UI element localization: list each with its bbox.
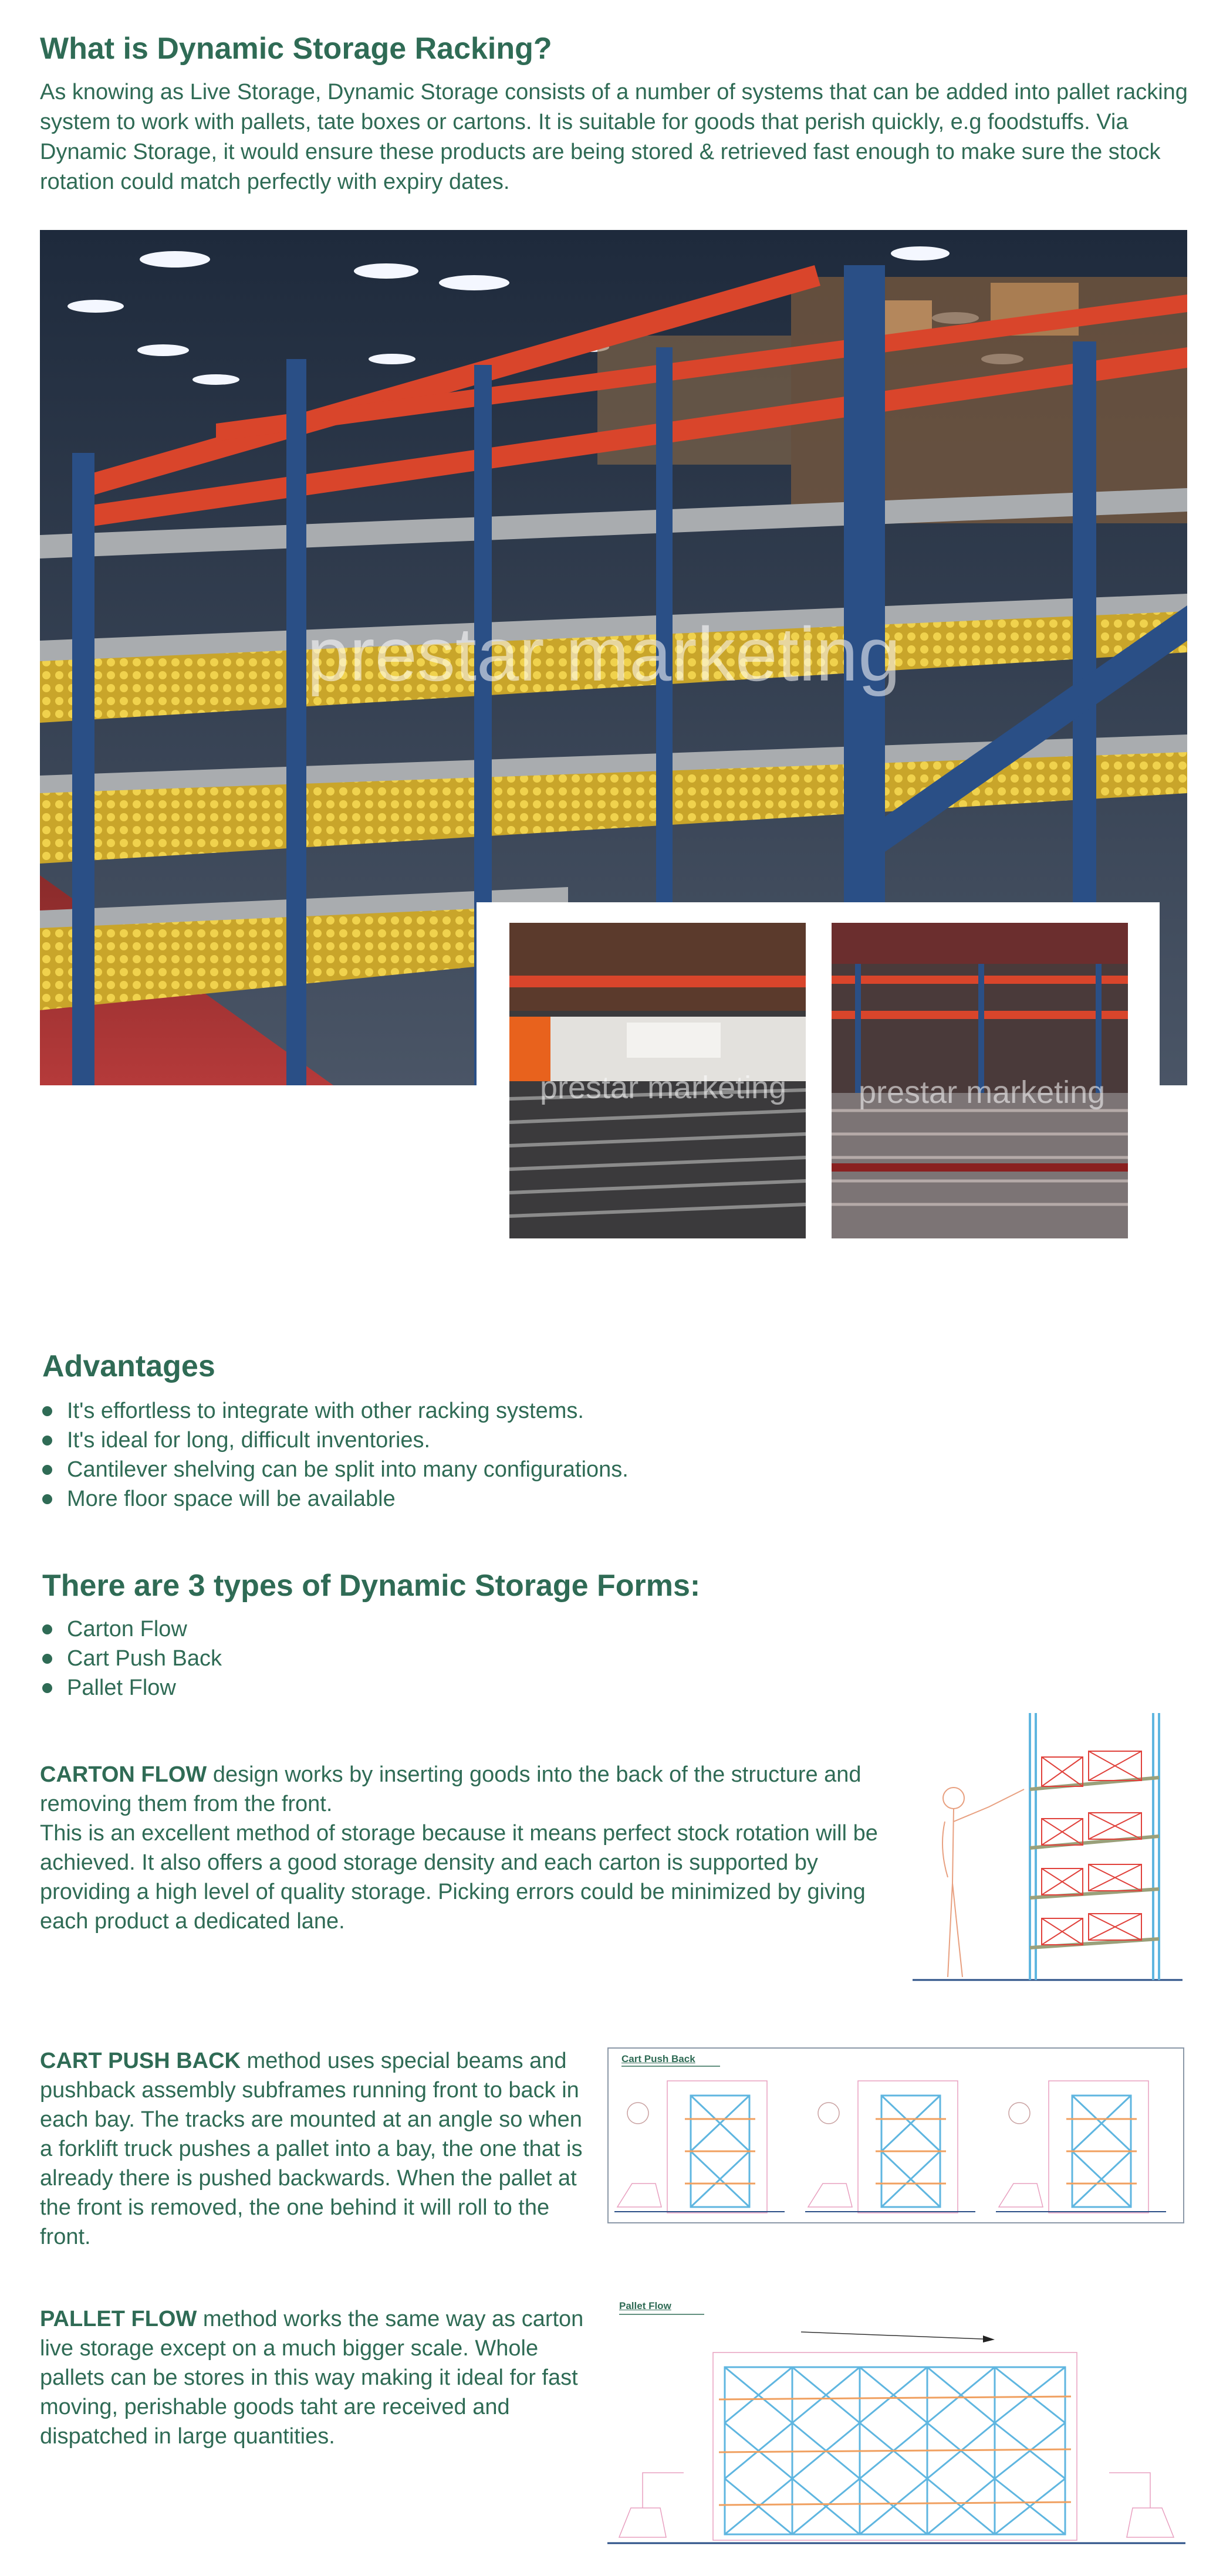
page-title: What is Dynamic Storage Racking? bbox=[40, 32, 552, 66]
list-item: Cart Push Back bbox=[41, 1644, 222, 1673]
types-list bbox=[41, 1614, 222, 1702]
pallet-flow-diagram-label: Pallet Flow bbox=[619, 2300, 671, 2311]
advantages-list bbox=[41, 1396, 629, 1514]
list-item: Pallet Flow bbox=[41, 1673, 222, 1702]
advantages-heading: Advantages bbox=[42, 1349, 215, 1383]
pallet-flow-title: PALLET FLOW bbox=[40, 2307, 197, 2331]
cart-push-back-description: CART PUSH BACK method uses special beams and pushback assembly subframes running front to back in each bay. The tracks are mounted at an angle so when a forklift truck pushes a pallet into a bay, the one that is already there is pushed backwards. When the pallet at the front is removed, the one behind it will roll to the front. bbox=[40, 2049, 583, 2249]
list-item: It's ideal for long, difficult inventories. bbox=[41, 1426, 629, 1455]
types-heading: There are 3 types of Dynamic Storage Forms: bbox=[42, 1569, 701, 1603]
carton-flow-description: CARTON FLOW design works by inserting goods into the back of the structure and removing them from the front. This is an excellent method of storage because it means perfect stock rotation will be achieved. It also offers a good storage density and each carton is supported by providing a high level of quality storage. Picking errors could be minimized by giving each product a dedicated lane. bbox=[40, 1762, 878, 1934]
pallet-flow-photo-2 bbox=[832, 923, 1128, 1238]
bullet-icon bbox=[42, 1683, 52, 1693]
cart-push-back-title: CART PUSH BACK bbox=[40, 2049, 241, 2073]
bullet-icon bbox=[42, 1624, 52, 1634]
cart-push-back-diagram-label: Cart Push Back bbox=[621, 2053, 695, 2064]
bullet-icon bbox=[42, 1465, 52, 1475]
pallet-flow-diagram bbox=[607, 2297, 1185, 2549]
list-item: Carton Flow bbox=[41, 1614, 222, 1644]
inset-watermark-1: prestar marketing bbox=[540, 1070, 787, 1105]
bullet-icon bbox=[42, 1494, 52, 1504]
hero-watermark: prestar marketing bbox=[307, 611, 901, 697]
pallet-flow-description: PALLET FLOW method works the same way as carton live storage except on a much bigger scale. Whole pallets can be stores in this way making it ideal for fast moving, perishable goods taht are received and dispatched in large quantities. bbox=[40, 2307, 584, 2449]
inset-watermark-2: prestar marketing bbox=[859, 1075, 1106, 1110]
list-item: More floor space will be available bbox=[41, 1484, 629, 1514]
pallet-flow-photo-1 bbox=[509, 923, 806, 1238]
cart-push-back-diagram bbox=[607, 2047, 1184, 2223]
carton-flow-diagram bbox=[913, 1713, 1183, 1983]
list-item: It's effortless to integrate with other racking systems. bbox=[41, 1396, 629, 1426]
list-item: Cantilever shelving can be split into many configurations. bbox=[41, 1455, 629, 1484]
bullet-icon bbox=[42, 1436, 52, 1446]
bullet-icon bbox=[42, 1406, 52, 1416]
carton-flow-title: CARTON FLOW bbox=[40, 1762, 207, 1787]
bullet-icon bbox=[42, 1654, 52, 1664]
intro-paragraph: As knowing as Live Storage, Dynamic Storage consists of a number of systems that can be added into pallet racking system to work with pallets, tate boxes or cartons. It is suitable for goods that perish quickly, e.g foodstuffs. Via Dynamic Storage, it would ensure these products are being stored & retrieved fast enough to make sure the stock rotation could match perfectly with expiry dates. bbox=[40, 80, 1188, 194]
